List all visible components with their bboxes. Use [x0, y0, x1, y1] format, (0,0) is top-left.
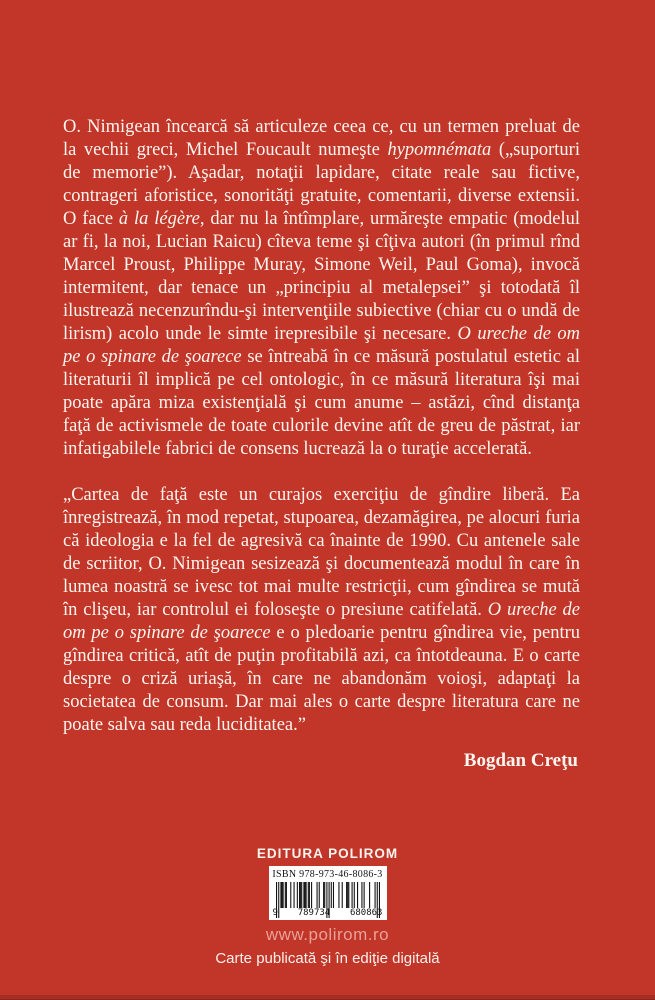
description-paragraph: O. Nimigean încearcă să articuleze ceea ce, cu un termen preluat de la vechii greci, Michel Foucault numeşte hypomnémata („suporturi de memorie”). Aşadar, notaţii lapidare, citate reale sau fictive, contrageri aforistice, sonorităţi gratuite, comentarii, diverse extensii. O face à la légère, dar nu la întîmplare, urmăreşte empatic (modelul ar fi, la noi, Lucian Raicu) cîteva teme şi cîţiva autori (în primul rînd Marcel Proust, Philippe Muray, Simone Weil, Paul Goma), invocă intermitent, dar tenace un „principiu al metalepsei” şi totodată îl ilustrează necenzurîndu-şi intervenţiile subiective (chiar cu o undă de lirism) acolo unde le simte irepresibile şi necesare. O ureche de om pe o spinare de şoarece se întreabă în ce măsură postulatul estetic al literaturii îl implică pe cel ontologic, în ce măsură literatura îşi mai poate apăra miza existenţială şi cum anume – astăzi, cînd distanţa faţă de activismele de toate culorile devine atît de greu de păstrat, iar infatigabilele fabrici de consens lucrează la o turaţie accelerată. [63, 117, 581, 459]
barcode-digits [272, 908, 384, 918]
back-cover-text-block [63, 116, 580, 772]
blurb-quote-paragraph: „Cartea de faţă este un curajos exerciţiu de gîndire liberă. Ea înregistrează, în mod repetat, stupoarea, dezamăgirea, pe alocuri furia că ideologia e la fel de agresivă ca înainte de 1990. Cu antenele sale de scriitor, O. Nimigean sesizează şi documentează modul în care în lumea noastră se ivesc tot mai multe restricţii, cum gîndirea se mută în clişeu, iar controlul ei foloseşte o presiune catifelată. O ureche de om pe o spinare de şoarece e o pledoarie pentru gîndirea vie, pentru gîndirea critică, atît de puţin profitabilă azi, ca întotdeauna. E o carte despre o criză uriaşă, în care ne abandonăm voioşi, adaptaţi la societatea de consum. Dar mai ales o carte despre literatura care ne poate salva sau reda luciditatea.” [63, 485, 580, 735]
digital-edition-note: Carte publicată şi în ediţie digitală [215, 950, 440, 967]
publisher-logo-text: EDITURA POLIROM [256, 846, 399, 861]
author-signature: Bogdan Creţu [463, 750, 578, 771]
isbn-barcode-box [269, 866, 387, 920]
barcode-digit-group: 789734 [297, 908, 331, 918]
publisher-website: www.polirom.ro [265, 925, 390, 944]
bottom-edge-shadow [0, 995, 655, 1000]
publisher-block [0, 846, 655, 968]
barcode-digit-group: 9 [272, 908, 278, 918]
barcode-digit-group: 680863 [349, 908, 383, 918]
isbn-label: ISBN 978-973-46-8086-3 [272, 869, 383, 880]
